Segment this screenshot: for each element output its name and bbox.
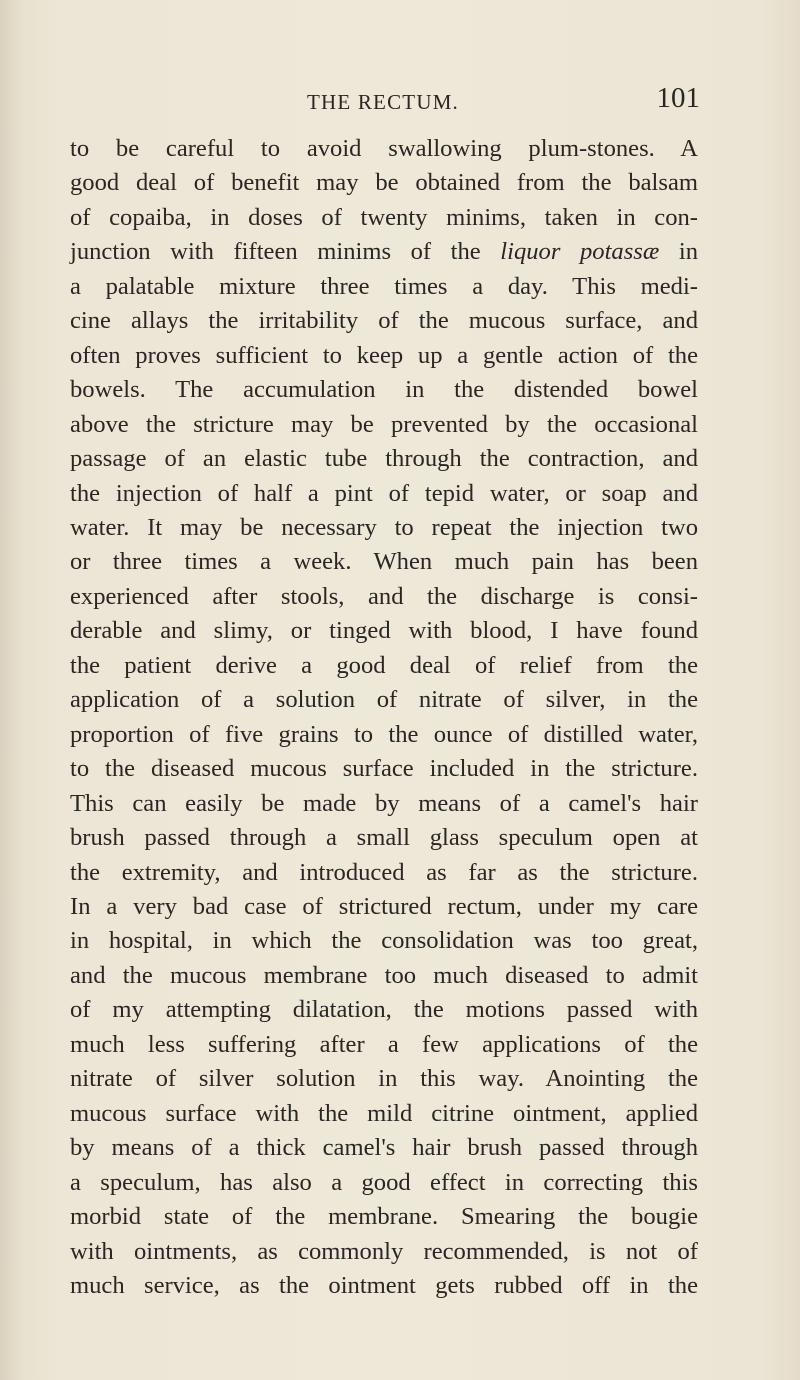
text-line: or three times a week. When much pain has been	[70, 548, 698, 576]
text-line: by means of a thick camel's hair brush passed through	[70, 1134, 698, 1162]
text-line: water. It may be necessary to repeat the injection two	[70, 513, 698, 541]
text-line: passage of an elastic tube through the contraction, and	[70, 445, 698, 473]
text-line: of my attempting dilatation, the motions passed with	[70, 996, 698, 1024]
text-line: and the mucous membrane too much diseased to admit	[70, 961, 698, 989]
text-line: to the diseased mucous surface included in the stricture.	[70, 755, 698, 783]
text-line: morbid state of the membrane. Smearing the bougie	[70, 1203, 698, 1231]
text-line: brush passed through a small glass speculum open at	[70, 824, 698, 852]
text-segment: in	[678, 238, 698, 266]
text-line: good deal of benefit may be obtained from the balsam	[70, 169, 698, 197]
page-header	[68, 82, 700, 126]
text-line: much less suffering after a few applications of the	[70, 1030, 698, 1058]
text-line: with ointments, as commonly recommended, is not of	[70, 1237, 698, 1265]
text-line: application of a solution of nitrate of silver, in the	[70, 686, 698, 714]
text-line: mucous surface with the mild citrine ointment, applied	[70, 1099, 698, 1127]
text-line: above the stricture may be prevented by the occasional	[70, 410, 698, 438]
text-line: much service, as the ointment gets rubbed off in the	[70, 1271, 698, 1299]
text-line: bowels. The accumulation in the distended bowel	[70, 376, 698, 404]
text-line: a palatable mixture three times a day. This medi-	[70, 272, 698, 300]
text-line: derable and slimy, or tinged with blood, I have found	[70, 617, 698, 645]
text-line: experienced after stools, and the discharge is consi-	[70, 582, 698, 610]
text-line: a speculum, has also a good effect in correcting this	[70, 1168, 698, 1196]
text-line: often proves sufficient to keep up a gentle action of the	[70, 341, 698, 369]
text-line: the injection of half a pint of tepid water, or soap and	[70, 479, 698, 507]
text-line: nitrate of silver solution in this way. Anointing the	[70, 1065, 698, 1093]
body-text	[70, 132, 698, 1303]
text-line: cine allays the irritability of the mucous surface, and	[70, 307, 698, 335]
text-line: This can easily be made by means of a camel's hair	[70, 789, 698, 817]
italic-term: liquor potassæ	[500, 238, 660, 266]
text-line: proportion of five grains to the ounce of distilled water,	[70, 720, 698, 748]
page-number: 101	[656, 82, 700, 114]
text-line: the extremity, and introduced as far as the stricture.	[70, 858, 698, 886]
text-line: in hospital, in which the consolidation was too great,	[70, 927, 698, 955]
text-line: of copaiba, in doses of twenty minims, taken in con-	[70, 203, 698, 231]
text-segment: junction with fifteen minims of the	[70, 238, 481, 266]
text-line: In a very bad case of strictured rectum, under my care	[70, 892, 698, 920]
text-line: to be careful to avoid swallowing plum-stones. A	[70, 135, 698, 162]
text-line: the patient derive a good deal of relief from the	[70, 651, 698, 679]
text-line	[70, 235, 698, 269]
running-head: THE RECTUM.	[306, 90, 460, 114]
